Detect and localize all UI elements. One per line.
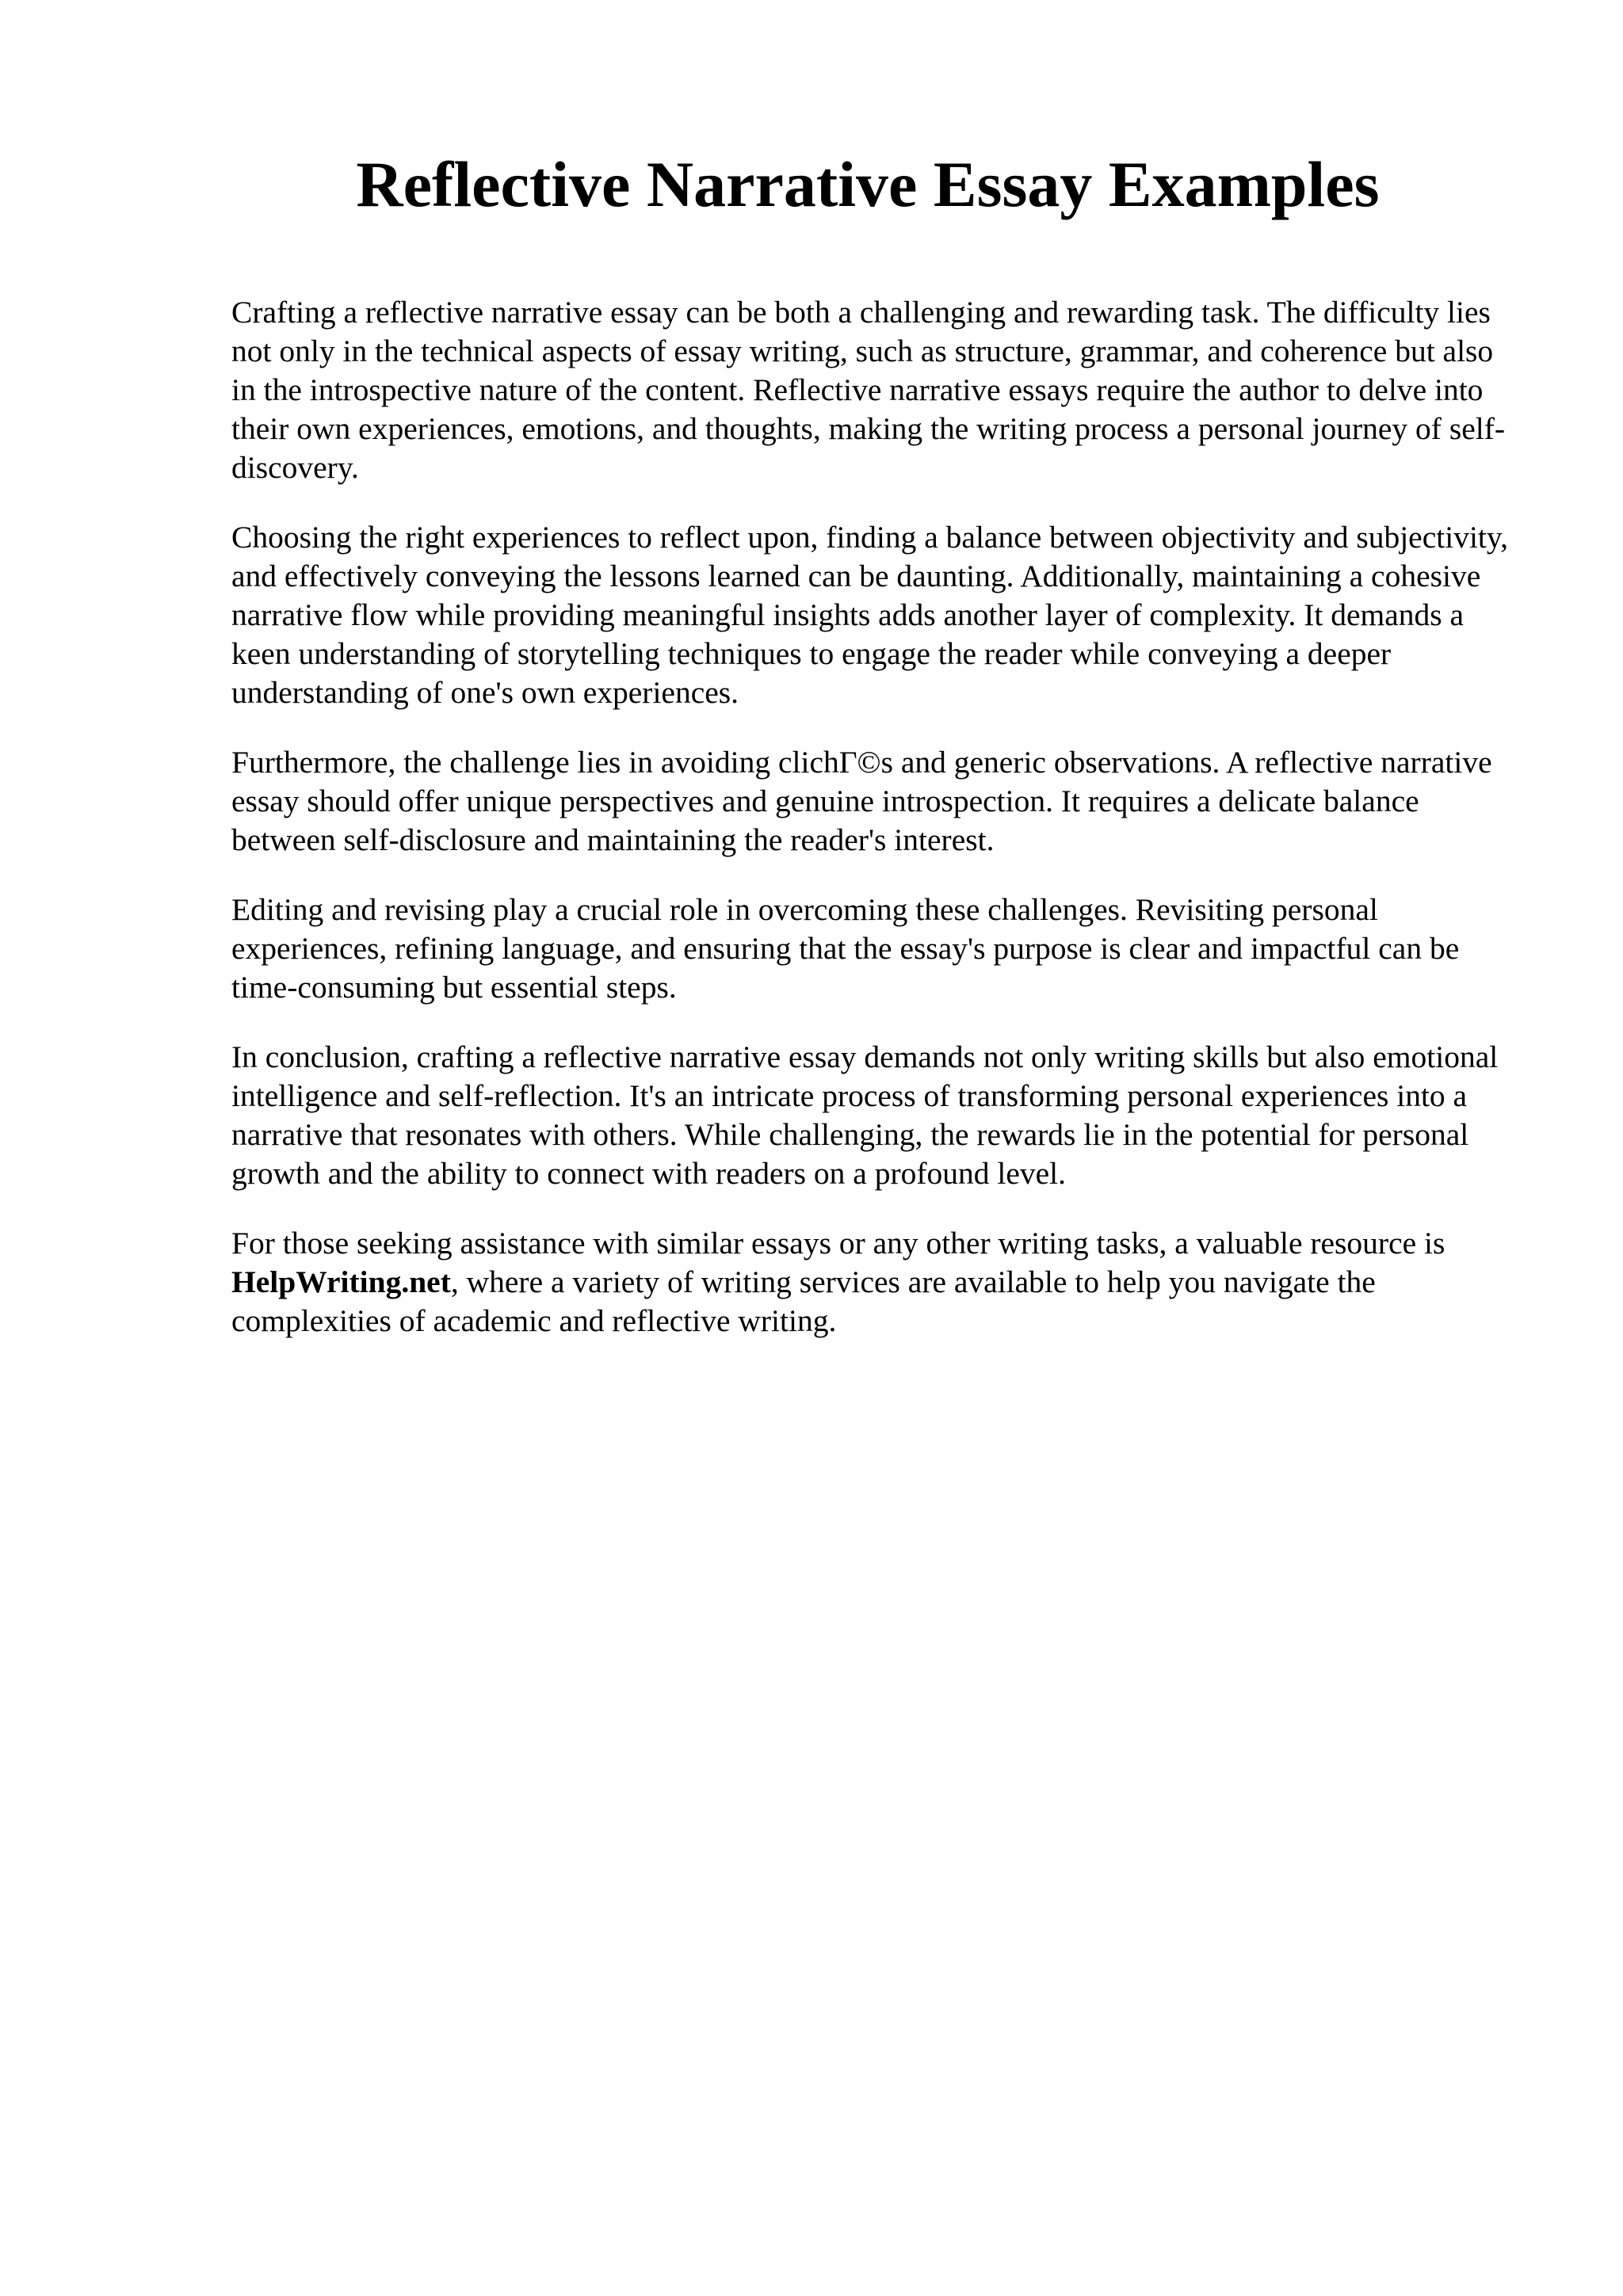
document-body: [231, 293, 1523, 1371]
closing-text-before: For those seeking assistance with similar essays or any other writing tasks, a valuable resource is: [231, 1226, 1445, 1261]
paragraph-avoiding-cliches: Furthermore, the challenge lies in avoiding clichΓ©s and generic observations. A reflective narrative essay should offer unique perspectives and genuine introspection. It requires a delicate balance between self-disclosure and maintaining the reader's interest.: [231, 745, 1492, 857]
paragraph-choosing-experiences: Choosing the right experiences to reflect upon, finding a balance between objectivity and subjectivity, and effectively conveying the lessons learned can be daunting. Additionally, maintaining a cohesive narrative flow while providing meaningful insights adds another layer of complexity. It demands a keen understanding of storytelling techniques to engage the reader while conveying a deeper understanding of one's own experiences.: [231, 520, 1508, 710]
closing-text-after: , where a variety of writing services are available to help you navigate the complexities of academic and reflective writing.: [231, 1264, 1376, 1338]
paragraph-conclusion: In conclusion, crafting a reflective narrative essay demands not only writing skills but also emotional intelligence and self-reflection. It's an intricate process of transforming personal experiences into a narrative that resonates with others. While challenging, the rewards lie in the potential for personal growth and the ability to connect with readers on a profound level.: [231, 1039, 1499, 1191]
paragraph-closing: [231, 1224, 1523, 1341]
helpwriting-link[interactable]: HelpWriting.net: [231, 1264, 451, 1299]
paragraph-intro: Crafting a reflective narrative essay can be both a challenging and rewarding task. The difficulty lies not only in the technical aspects of essay writing, such as structure, grammar, and coherence but also in the introspective nature of the content. Reflective narrative essays require the author to delve into their own experiences, emotions, and thoughts, making the writing process a personal journey of self-discovery.: [231, 295, 1506, 485]
paragraph-editing-revising: Editing and revising play a crucial role in overcoming these challenges. Revisiting personal experiences, refining language, and ensuring that the essay's purpose is clear and impactful can be time-consuming but essential steps.: [231, 892, 1460, 1005]
document-title: Reflective Narrative Essay Examples: [356, 148, 1380, 220]
